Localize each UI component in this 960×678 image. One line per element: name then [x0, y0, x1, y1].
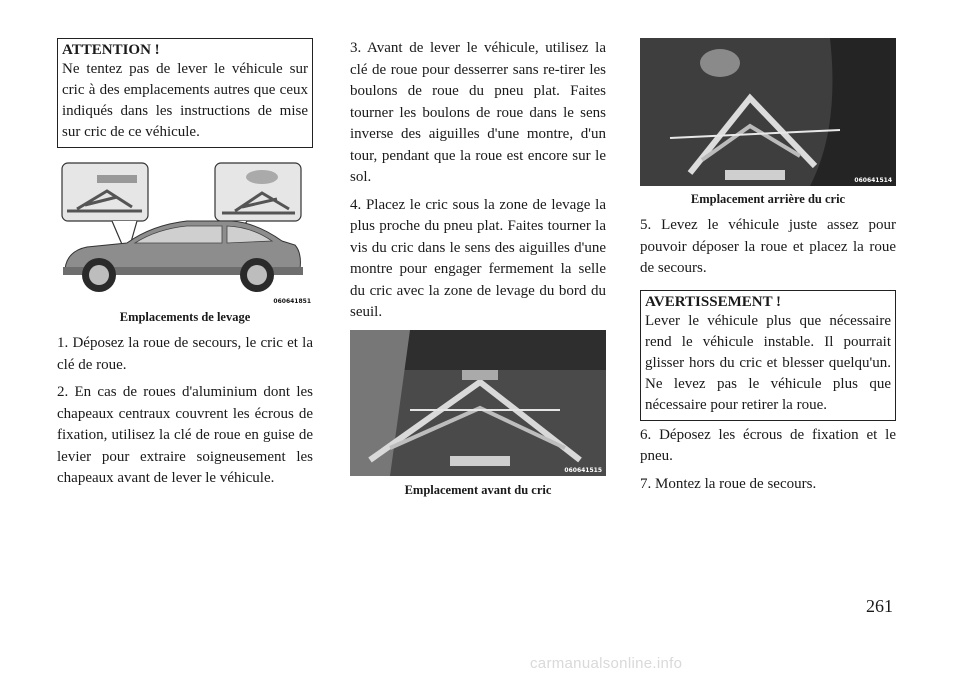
- attention-title: ATTENTION !: [62, 42, 160, 58]
- warning-box: [640, 290, 896, 421]
- warning-title: AVERTISSEMENT !: [645, 293, 782, 310]
- page-number: 261: [866, 596, 893, 616]
- watermark: carmanualsonline.info: [530, 655, 683, 672]
- figure-code: 060641514: [854, 177, 892, 184]
- rear-jack-photo: [640, 38, 896, 186]
- left-column: [57, 38, 313, 496]
- figure-code: 060641851: [273, 298, 311, 305]
- lifting-locations-figure: [57, 161, 313, 305]
- front-jack-photo: [350, 330, 606, 476]
- step-6: 6. Déposez les écrous de fixation et le pneu.: [640, 426, 896, 464]
- step-2: 2. En cas de roues d'aluminium dont les chapeaux centraux couvrent les écrous de fixation, utilisez la clé de roue en guise de levier pour extraire soigneusement les chapeaux avant de lever le véhicule.: [57, 384, 313, 486]
- figure-caption: Emplacement avant du cric: [404, 482, 552, 497]
- middle-column: [350, 38, 606, 498]
- step-4: 4. Placez le cric sous la zone de levage la plus proche du pneu plat. Faites tourner la vis du cric dans le sens des aiguilles d'une montre pour engager fermement la selle du cric avec la zone de levage du bord du seuil.: [350, 196, 606, 320]
- rear-jack-figure: [640, 38, 896, 186]
- figure-caption: Emplacement arrière du cric: [690, 192, 846, 206]
- warning-body: Lever le véhicule plus que nécessaire rend le véhicule instable. Il pourrait glisser hors du cric et blesser quelqu'un. Ne levez pas le véhicule plus que nécessaire pour retirer la roue.: [645, 312, 891, 413]
- step-3: 3. Avant de lever le véhicule, utilisez la clé de roue pour desserrer sans re-tirer les boulons de roue du pneu plat. Faites tourner les boulons de roue dans le sens inverse des aiguilles d'une montre, d'un tour, pendant que la roue est encore sur le sol.: [350, 40, 606, 185]
- car-lifting-illustration: [57, 161, 313, 305]
- step-5: 5. Levez le véhicule juste assez pour pouvoir déposer la roue et placez la roue de secours.: [640, 217, 896, 276]
- figure-code: 060641515: [564, 466, 602, 474]
- step-7: 7. Montez la roue de secours.: [640, 475, 817, 492]
- right-column: [640, 38, 896, 501]
- attention-body: Ne tentez pas de lever le véhicule sur cric à des emplacements autres que ceux indiqués dans les instructions de mise sur cric de ce véhicule.: [62, 61, 308, 140]
- attention-box: [57, 38, 313, 148]
- figure-caption: Emplacements de levage: [119, 310, 251, 324]
- front-jack-figure: [350, 330, 606, 476]
- step-1: 1. Déposez la roue de secours, le cric et la clé de roue.: [57, 335, 313, 373]
